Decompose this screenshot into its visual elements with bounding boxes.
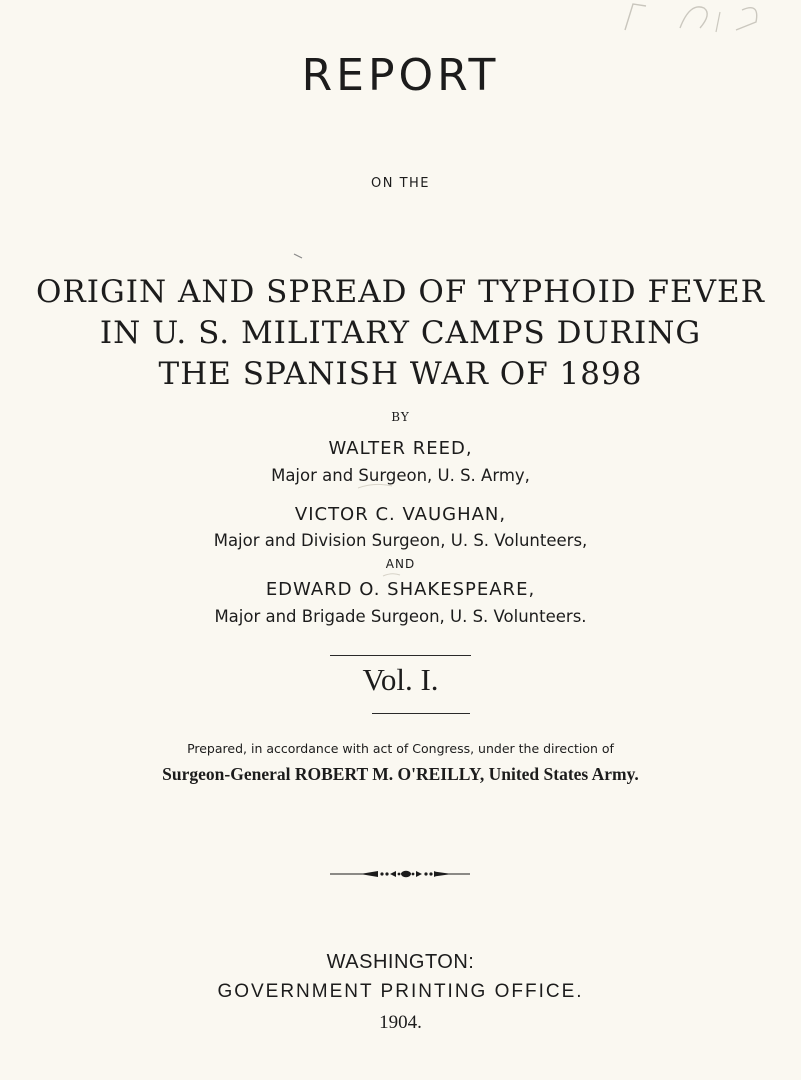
publisher: GOVERNMENT PRINTING OFFICE. xyxy=(217,981,584,1002)
title-line-3: THE SPANISH WAR OF 1898 xyxy=(158,356,643,392)
author-3-name: EDWARD O. SHAKESPEARE, xyxy=(265,579,536,600)
author-3-title: Major and Brigade Surgeon, U. S. Volunteers. xyxy=(214,607,587,626)
prepared-note: Prepared, in accordance with act of Congress, under the direction of xyxy=(187,741,614,756)
publication-place: WASHINGTON: xyxy=(326,951,475,973)
title-line-1: ORIGIN AND SPREAD OF TYPHOID FEVER xyxy=(35,274,766,310)
volume-rule-bottom xyxy=(372,713,470,714)
by-label: BY xyxy=(391,410,410,424)
author-1-title: Major and Surgeon, U. S. Army, xyxy=(271,466,530,485)
volume-rule-top xyxy=(330,655,471,656)
volume-label: Vol. I. xyxy=(362,662,439,697)
report-subheading: ON THE xyxy=(370,176,431,191)
author-2-title: Major and Division Surgeon, U. S. Volunteers, xyxy=(213,531,588,550)
report-heading: REPORT xyxy=(301,50,500,101)
author-2-name: VICTOR C. VAUGHAN, xyxy=(294,504,507,525)
title-line-2: IN U. S. MILITARY CAMPS DURING xyxy=(99,315,702,351)
and-label: AND xyxy=(385,557,416,571)
surgeon-general-line: Surgeon-General ROBERT M. O'REILLY, United States Army. xyxy=(162,764,639,784)
author-1-name: WALTER REED, xyxy=(328,438,473,459)
printer-ornament-icon xyxy=(330,867,470,881)
publication-year: 1904. xyxy=(379,1012,422,1033)
